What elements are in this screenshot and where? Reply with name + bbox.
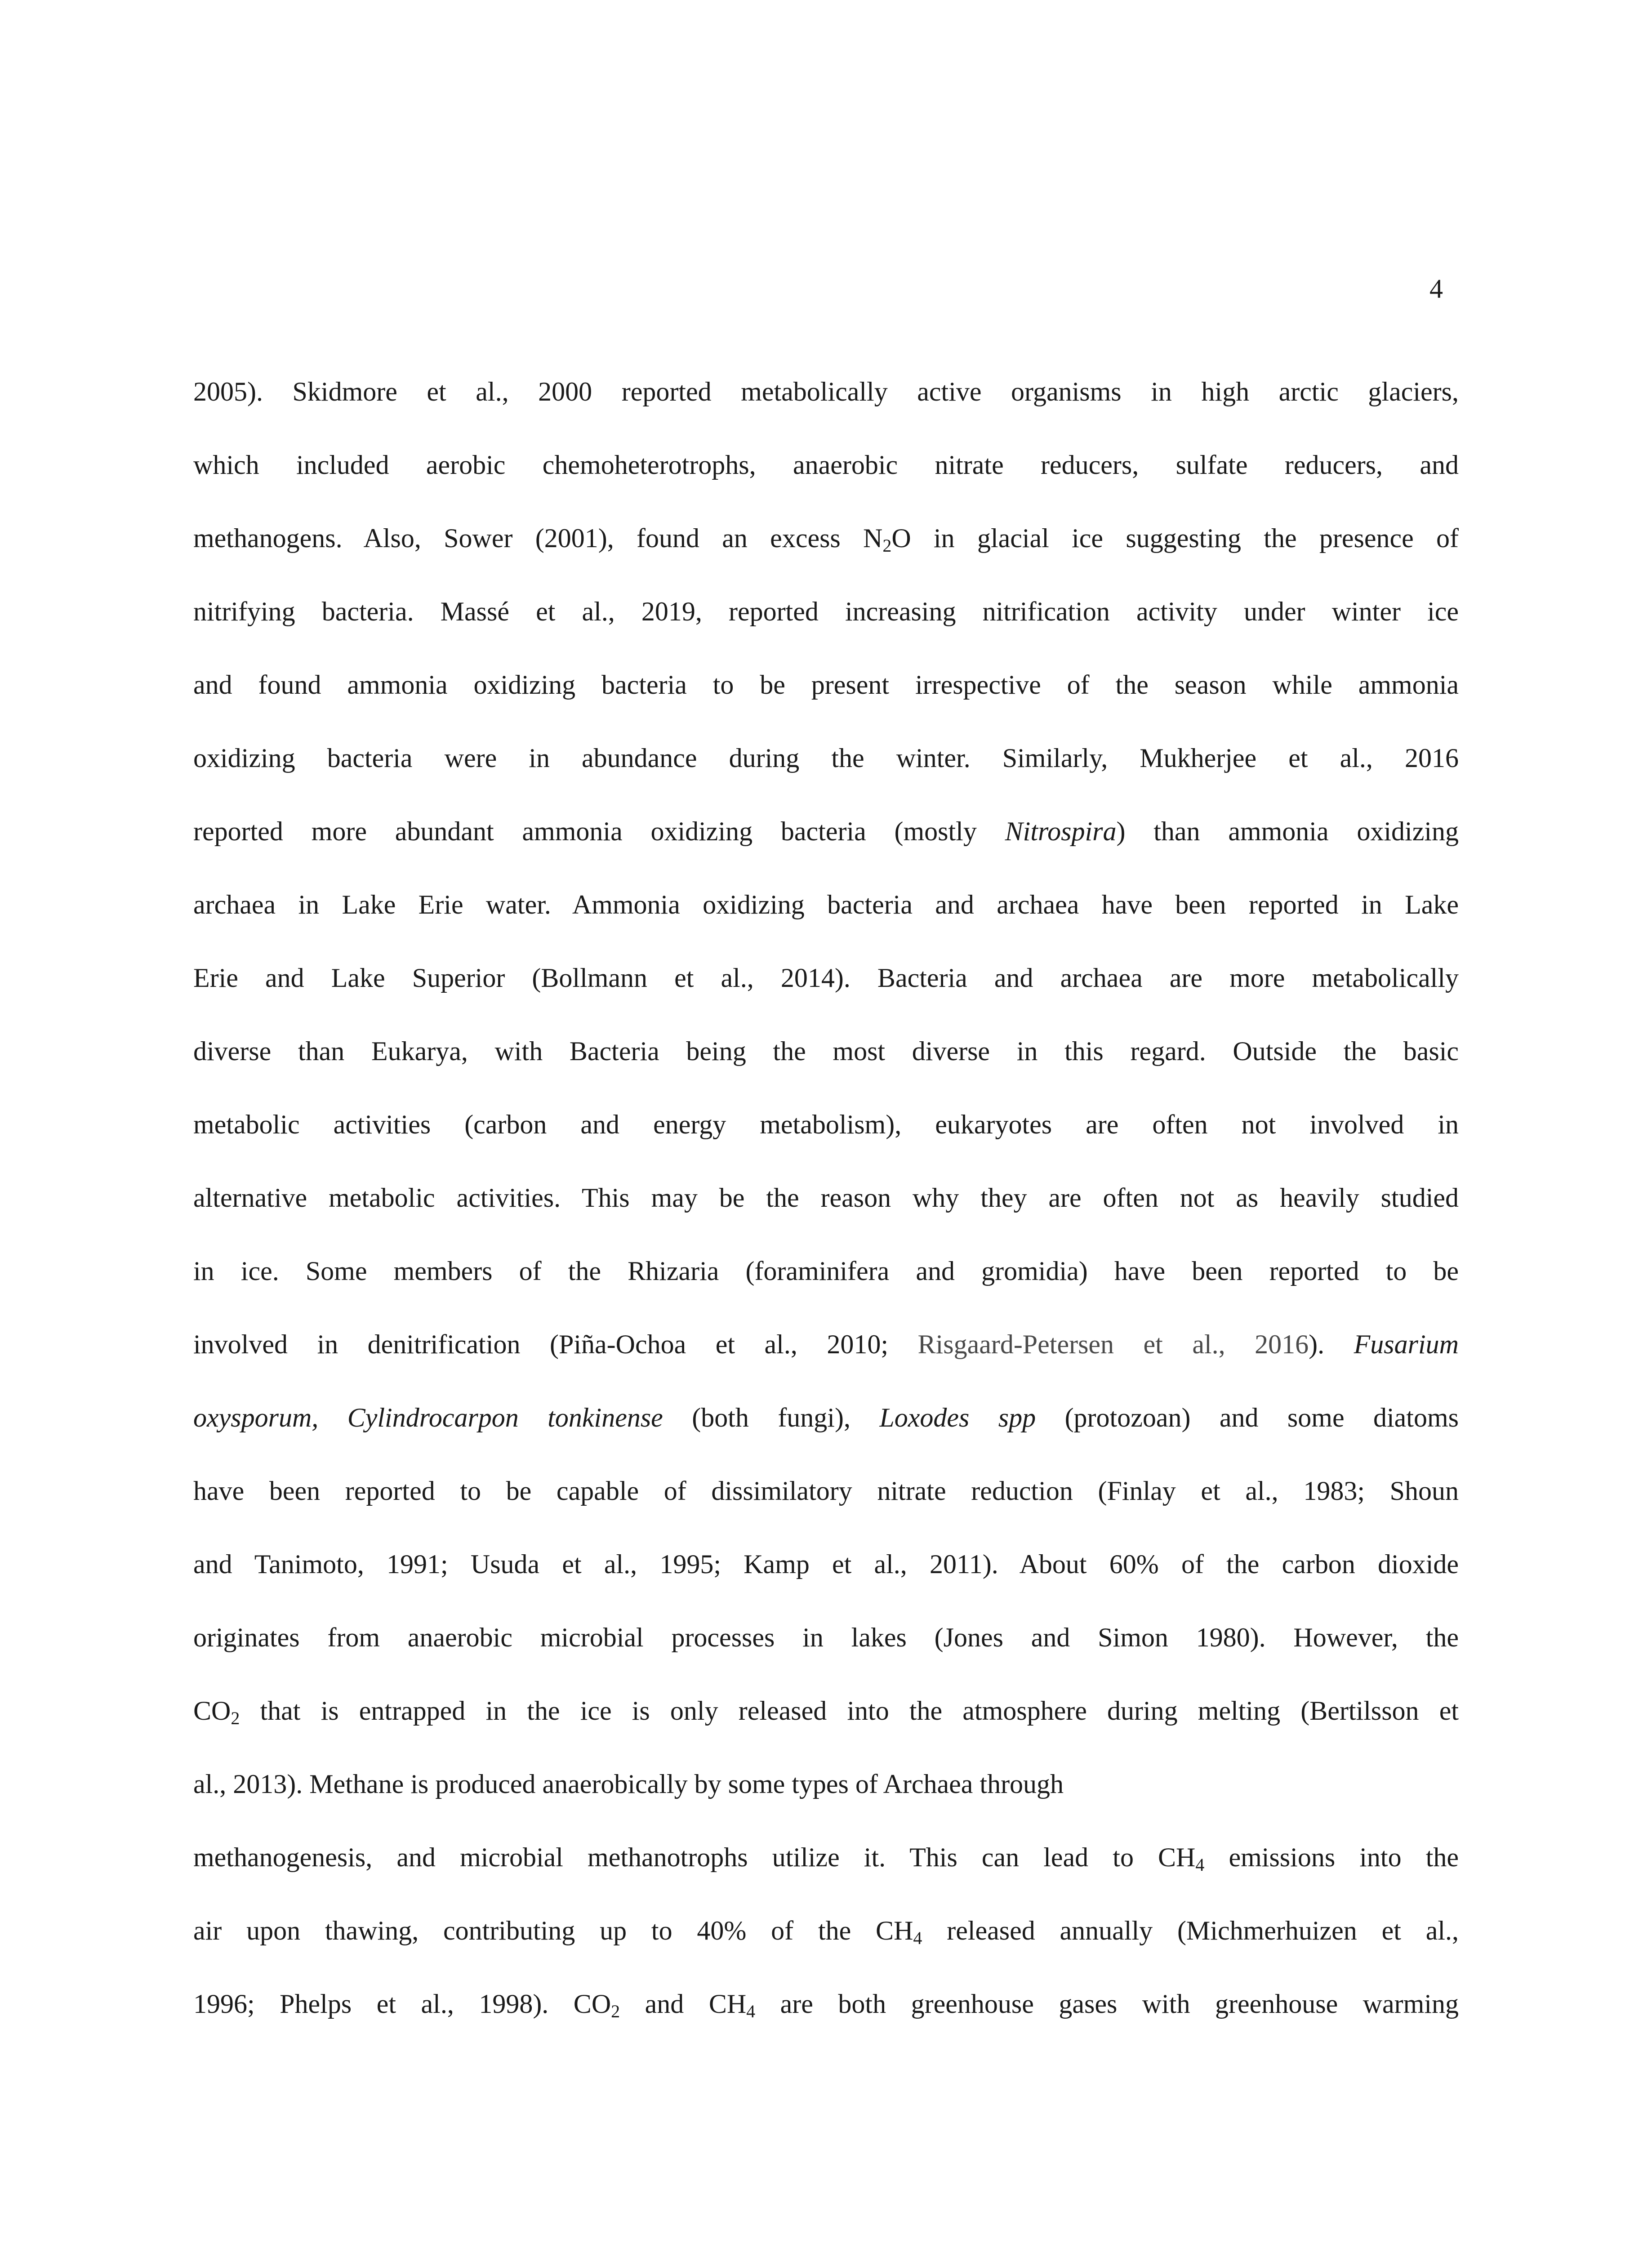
text-run: al., 2013). Methane is produced anaerobically by some types of Archaea through	[193, 1769, 1064, 1799]
italic-term: Fusarium	[1354, 1329, 1459, 1359]
text-line	[193, 1088, 1459, 1161]
text-run: emissions into the	[1204, 1842, 1459, 1872]
text-line	[193, 1601, 1459, 1674]
text-run: metabolic activities (carbon and energy metabolism), eukaryotes are often not involved in	[193, 1110, 1459, 1139]
italic-term: Nitrospira	[1005, 816, 1117, 846]
text-line	[193, 1015, 1459, 1088]
text-line	[193, 1748, 1459, 1821]
subscript: 4	[1195, 1855, 1205, 1875]
text-line	[193, 1894, 1459, 1967]
text-run: methanogens. Also, Sower (2001), found an excess N	[193, 523, 883, 553]
subscript: 4	[746, 2001, 756, 2021]
text-line	[193, 648, 1459, 722]
text-line	[193, 1528, 1459, 1601]
text-run: diverse than Eukarya, with Bacteria being the most diverse in this regard. Outside the basic	[193, 1036, 1459, 1066]
text-run: Erie and Lake Superior (Bollmann et al., 2014). Bacteria and archaea are more metabolically	[193, 963, 1459, 993]
text-line	[193, 1161, 1459, 1235]
text-run: 1996; Phelps et al., 1998). CO	[193, 1989, 611, 2019]
text-line	[193, 1235, 1459, 1308]
text-run: O in glacial ice suggesting the presence of	[891, 523, 1459, 553]
text-line	[193, 1821, 1459, 1894]
text-run: methanogenesis, and microbial methanotrophs utilize it. This can lead to CH	[193, 1842, 1196, 1872]
subscript: 2	[882, 535, 892, 556]
text-run: are both greenhouse gases with greenhouse warming	[755, 1989, 1459, 2019]
text-run: archaea in Lake Erie water. Ammonia oxidizing bacteria and archaea have been reported in Lake	[193, 890, 1459, 919]
text-run: have been reported to be capable of dissimilatory nitrate reduction (Finlay et al., 1983; Shoun	[193, 1476, 1459, 1506]
text-run: and found ammonia oxidizing bacteria to be present irrespective of the season while ammonia	[193, 670, 1459, 700]
text-run: ).	[1309, 1329, 1354, 1359]
text-run: which included aerobic chemoheterotrophs, anaerobic nitrate reducers, sulfate reducers, and	[193, 450, 1459, 480]
text-run: alternative metabolic activities. This may be the reason why they are often not as heavily studied	[193, 1183, 1459, 1213]
text-run: reported more abundant ammonia oxidizing bacteria (mostly	[193, 816, 1005, 846]
text-line	[193, 941, 1459, 1015]
italic-term: oxysporum, Cylindrocarpon tonkinense	[193, 1403, 663, 1432]
italic-term: Loxodes spp	[879, 1403, 1036, 1432]
text-run: that is entrapped in the ice is only released into the atmosphere during melting (Bertilsson et	[240, 1696, 1459, 1726]
text-run: released annually (Michmerhuizen et al.,	[922, 1916, 1459, 1945]
text-run: (protozoan) and some diatoms	[1036, 1403, 1459, 1432]
text-line	[193, 868, 1459, 941]
text-run: ) than ammonia oxidizing	[1116, 816, 1459, 846]
text-run: air upon thawing, contributing up to 40% of the CH	[193, 1916, 913, 1945]
subscript: 4	[913, 1928, 922, 1948]
text-line	[193, 502, 1459, 575]
text-line	[193, 1308, 1459, 1381]
text-run: 2005). Skidmore et al., 2000 reported metabolically active organisms in high arctic glaciers,	[193, 377, 1459, 406]
text-line	[193, 795, 1459, 868]
text-line	[193, 428, 1459, 502]
text-line	[193, 722, 1459, 795]
text-line	[193, 575, 1459, 648]
body-paragraph	[193, 355, 1459, 2041]
text-run: (both fungi),	[663, 1403, 880, 1432]
text-run: involved in denitrification (Piña-Ochoa et al., 2010;	[193, 1329, 918, 1359]
subscript: 2	[231, 1708, 240, 1728]
text-run: and CH	[620, 1989, 747, 2019]
text-line	[193, 1967, 1459, 2041]
text-line	[193, 1381, 1459, 1454]
text-line	[193, 1674, 1459, 1748]
text-run: CO	[193, 1696, 231, 1726]
text-run: originates from anaerobic microbial processes in lakes (Jones and Simon 1980). However, the	[193, 1623, 1459, 1652]
text-run: nitrifying bacteria. Massé et al., 2019, reported increasing nitrification activity under winter ice	[193, 597, 1459, 626]
text-line	[193, 355, 1459, 428]
page-number: 4	[1429, 274, 1443, 303]
text-run: and Tanimoto, 1991; Usuda et al., 1995; Kamp et al., 2011). About 60% of the carbon dioxide	[193, 1549, 1459, 1579]
text-run: in ice. Some members of the Rhizaria (foraminifera and gromidia) have been reported to be	[193, 1256, 1459, 1286]
subscript: 2	[611, 2001, 620, 2021]
text-line	[193, 1454, 1459, 1528]
text-run: oxidizing bacteria were in abundance during the winter. Similarly, Mukherjee et al., 2016	[193, 743, 1459, 773]
citation: Risgaard-Petersen et al., 2016	[917, 1329, 1309, 1359]
